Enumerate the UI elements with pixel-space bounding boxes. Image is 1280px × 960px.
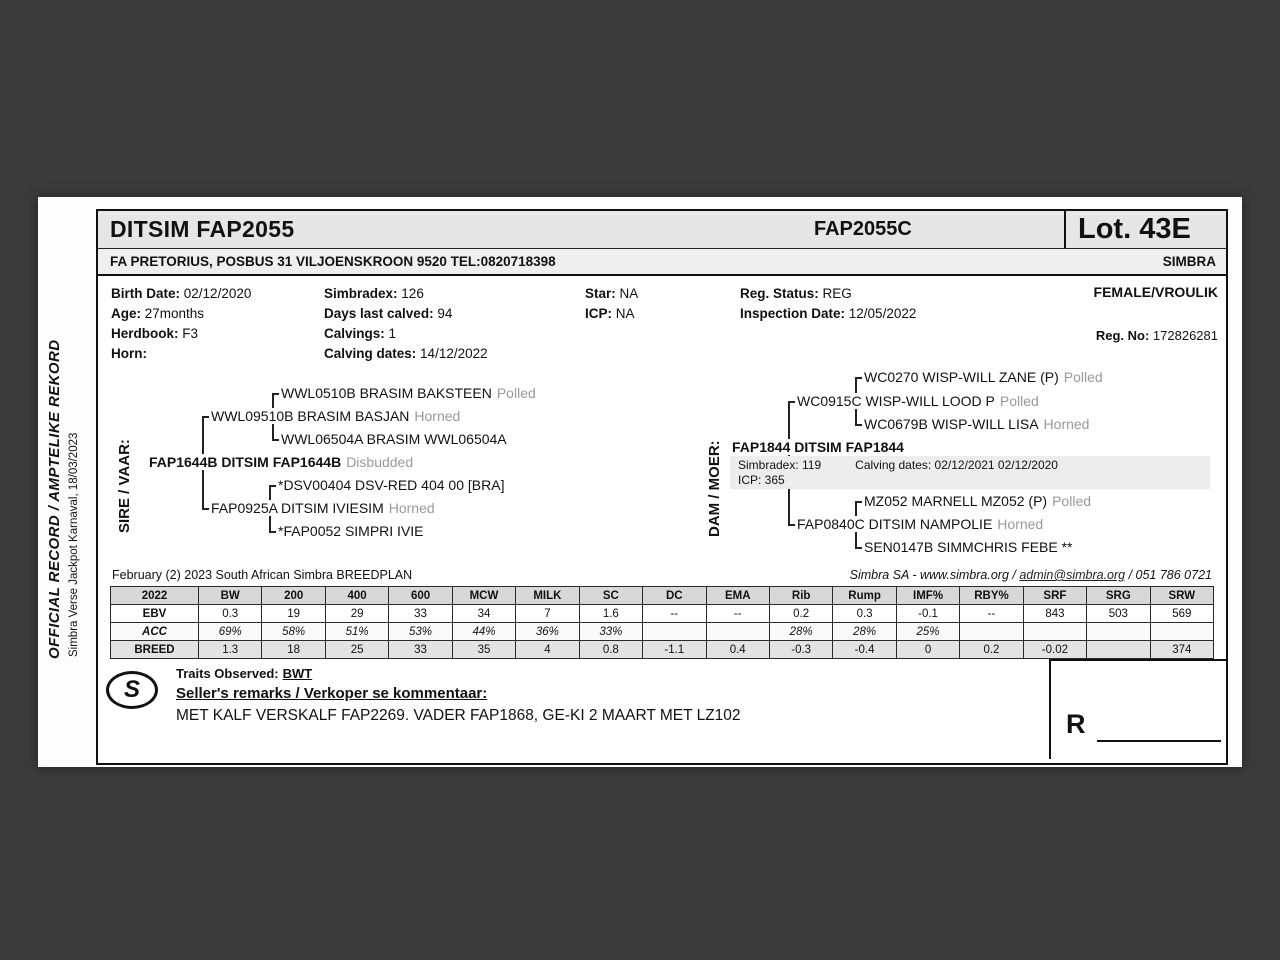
table-cell: 0.2 xyxy=(960,641,1023,659)
table-cell: 58% xyxy=(262,623,325,641)
herdbook: Herdbook: F3 xyxy=(111,326,199,341)
table-header-cell: SC xyxy=(579,587,642,605)
info-column-2 xyxy=(324,284,488,364)
dam-granddam: WC0679B WISP-WILL LISA Horned xyxy=(864,416,1090,432)
table-cell: 34 xyxy=(452,605,515,623)
info-column-3 xyxy=(585,284,638,324)
dam-column-label: DAM / MOER: xyxy=(706,440,723,537)
table-cell: 569 xyxy=(1150,605,1213,623)
days-last-calved: Days last calved: 94 xyxy=(324,306,453,321)
table-header-cell: 600 xyxy=(389,587,452,605)
registration-number: Reg. No: 172826281 xyxy=(1095,328,1218,343)
catalog-page xyxy=(38,197,1242,767)
table-cell: -- xyxy=(643,605,706,623)
table-cell: -0.4 xyxy=(833,641,896,659)
table-cell: -1.1 xyxy=(643,641,706,659)
info-column-4 xyxy=(740,284,916,324)
sire-dam: FAP0925A DITSIM IVIESIM Horned xyxy=(211,500,435,516)
breedplan-edition: February (2) 2023 South African Simbra BREEDPLAN xyxy=(112,568,413,582)
table-header-cell: 400 xyxy=(325,587,388,605)
currency-symbol: R xyxy=(1066,709,1086,739)
table-cell: 7 xyxy=(516,605,579,623)
sire-column-label: SIRE / VAAR: xyxy=(116,439,133,533)
seller-remarks-heading: Seller's remarks / Verkoper se kommentaar: xyxy=(176,685,488,702)
table-cell xyxy=(960,623,1023,641)
table-row-acc xyxy=(111,623,1214,641)
simbradex: Simbradex: 126 xyxy=(324,286,424,301)
simbra-logo-icon: S xyxy=(106,671,158,709)
table-cell: 53% xyxy=(389,623,452,641)
table-cell: 33 xyxy=(389,605,452,623)
inspection-date: Inspection Date: 12/05/2022 xyxy=(740,306,917,321)
table-header-cell: 2022 xyxy=(111,587,199,605)
table-cell: 35 xyxy=(452,641,515,659)
animal-id: DITSIM FAP2055 xyxy=(110,216,295,242)
sire-grandsire: WWL0510B BRASIM BAKSTEEN Polled xyxy=(281,385,536,401)
lot-number: Lot. 43E xyxy=(1064,211,1226,248)
table-cell: 29 xyxy=(325,605,388,623)
record-box xyxy=(96,209,1228,765)
table-cell: 0 xyxy=(896,641,959,659)
table-cell: 0.4 xyxy=(706,641,769,659)
table-cell: 33% xyxy=(579,623,642,641)
table-cell: 0.3 xyxy=(199,605,262,623)
contact-suffix: / 051 786 0721 xyxy=(1125,568,1212,582)
price-blank-line xyxy=(1097,740,1221,742)
table-cell: 25 xyxy=(325,641,388,659)
table-cell xyxy=(706,623,769,641)
table-cell: 18 xyxy=(262,641,325,659)
table-cell: 0.2 xyxy=(769,605,832,623)
info-column-1 xyxy=(111,284,251,364)
table-header-cell: Rump xyxy=(833,587,896,605)
contact-prefix: Simbra SA - www.simbra.org / xyxy=(849,568,1020,582)
table-cell: 33 xyxy=(389,641,452,659)
table-cell: 44% xyxy=(452,623,515,641)
calvings: Calvings: 1 xyxy=(324,326,397,341)
dam-dam: FAP0840C DITSIM NAMPOLIE Horned xyxy=(797,516,1044,532)
breedplan-caption xyxy=(98,566,1226,584)
footer xyxy=(98,659,1226,759)
table-header-cell: Rib xyxy=(769,587,832,605)
sire-sire: WWL09510B BRASIM BASJAN Horned xyxy=(211,408,461,424)
sire: FAP1644B DITSIM FAP1644B Disbudded xyxy=(149,454,414,470)
price-cell xyxy=(1049,659,1226,759)
table-cell xyxy=(1087,623,1150,641)
sire-granddam: WWL06504A BRASIM WWL06504A xyxy=(279,431,514,447)
traits-observed: Traits Observed: BWT xyxy=(176,666,313,681)
table-cell: -0.1 xyxy=(896,605,959,623)
table-cell: 843 xyxy=(1023,605,1086,623)
sex-label: FEMALE/VROULIK xyxy=(1093,284,1218,300)
table-row-ebv xyxy=(111,605,1214,623)
table-cell: -- xyxy=(706,605,769,623)
sire-dam-sire: *DSV00404 DSV-RED 404 00 [BRA] xyxy=(276,477,511,493)
table-cell: -0.3 xyxy=(769,641,832,659)
table-header-cell: RBY% xyxy=(960,587,1023,605)
dam-sire: WC0915C WISP-WILL LOOD P Polled xyxy=(797,393,1039,409)
simbra-contact xyxy=(850,568,1212,582)
table-cell: 0.3 xyxy=(833,605,896,623)
icp: ICP: NA xyxy=(585,306,635,321)
reg-status: Reg. Status: REG xyxy=(740,286,852,301)
dam-performance-note: Simbradex: 119 Calving dates: 02/12/2021 02/12/2020 ICP: 365 xyxy=(730,456,1210,489)
calving-dates: Calving dates: 14/12/2022 xyxy=(324,346,488,361)
table-cell: 1.3 xyxy=(199,641,262,659)
row-label: EBV xyxy=(111,605,199,623)
seller-contact: FA PRETORIUS, POSBUS 31 VILJOENSKROON 9520 TEL:0820718398 xyxy=(110,254,556,269)
age: Age: 27months xyxy=(111,306,205,321)
row-label: BREED xyxy=(111,641,199,659)
table-header-cell: 200 xyxy=(262,587,325,605)
table-cell xyxy=(643,623,706,641)
official-record-sidenote: OFFICIAL RECORD / AMPTELIKE REKORD xyxy=(46,339,63,659)
dam-dam-dam: SEN0147B SIMMCHRIS FEBE ** xyxy=(862,539,1080,555)
sire-dam-dam: *FAP0052 SIMPRI IVIE xyxy=(276,523,431,539)
table-cell: 4 xyxy=(516,641,579,659)
table-header-cell: SRG xyxy=(1087,587,1150,605)
table-cell: 69% xyxy=(199,623,262,641)
seller-bar xyxy=(98,249,1226,276)
animal-info xyxy=(98,276,1226,361)
table-cell xyxy=(1023,623,1086,641)
table-cell: 36% xyxy=(516,623,579,641)
table-header-cell: IMF% xyxy=(896,587,959,605)
seller-remarks: MET KALF VERSKALF FAP2269. VADER FAP1868, GE-KI 2 MAART MET LZ102 xyxy=(176,707,741,724)
table-cell: 503 xyxy=(1087,605,1150,623)
tattoo-number: FAP2055C xyxy=(814,218,912,240)
table-header-cell: EMA xyxy=(706,587,769,605)
table-cell: 19 xyxy=(262,605,325,623)
table-header-cell: MCW xyxy=(452,587,515,605)
breed-name: SIMBRA xyxy=(1162,254,1216,269)
table-header-row xyxy=(111,587,1214,605)
email-link[interactable]: admin@simbra.org xyxy=(1019,568,1126,582)
table-header-cell: SRF xyxy=(1023,587,1086,605)
title-bar xyxy=(98,211,1226,249)
star: Star: NA xyxy=(585,286,639,301)
table-cell xyxy=(1150,623,1213,641)
table-cell: 1.6 xyxy=(579,605,642,623)
table-cell: 0.8 xyxy=(579,641,642,659)
breedplan-table xyxy=(110,586,1214,659)
table-cell: 25% xyxy=(896,623,959,641)
table-cell: 374 xyxy=(1150,641,1213,659)
pedigree xyxy=(98,361,1226,566)
table-cell: -0.02 xyxy=(1023,641,1086,659)
table-cell: 51% xyxy=(325,623,388,641)
row-label: ACC xyxy=(111,623,199,641)
table-cell: 28% xyxy=(833,623,896,641)
dam: FAP1844 DITSIM FAP1844 xyxy=(730,439,911,455)
table-cell: -- xyxy=(960,605,1023,623)
event-sidenote: Simbra Verse Jackpot Karnaval, 18/03/2023 xyxy=(68,432,80,657)
table-cell: 28% xyxy=(769,623,832,641)
birth-date: Birth Date: 02/12/2020 xyxy=(111,286,252,301)
dam-grandsire: WC0270 WISP-WILL ZANE (P) Polled xyxy=(864,369,1103,385)
table-cell xyxy=(1087,641,1150,659)
table-header-cell: SRW xyxy=(1150,587,1213,605)
table-header-cell: BW xyxy=(199,587,262,605)
dam-dam-sire: MZ052 MARNELL MZ052 (P) Polled xyxy=(864,493,1092,509)
table-header-cell: DC xyxy=(643,587,706,605)
table-row-breed xyxy=(111,641,1214,659)
table-header-cell: MILK xyxy=(516,587,579,605)
horn-status: Horn: xyxy=(111,346,147,361)
